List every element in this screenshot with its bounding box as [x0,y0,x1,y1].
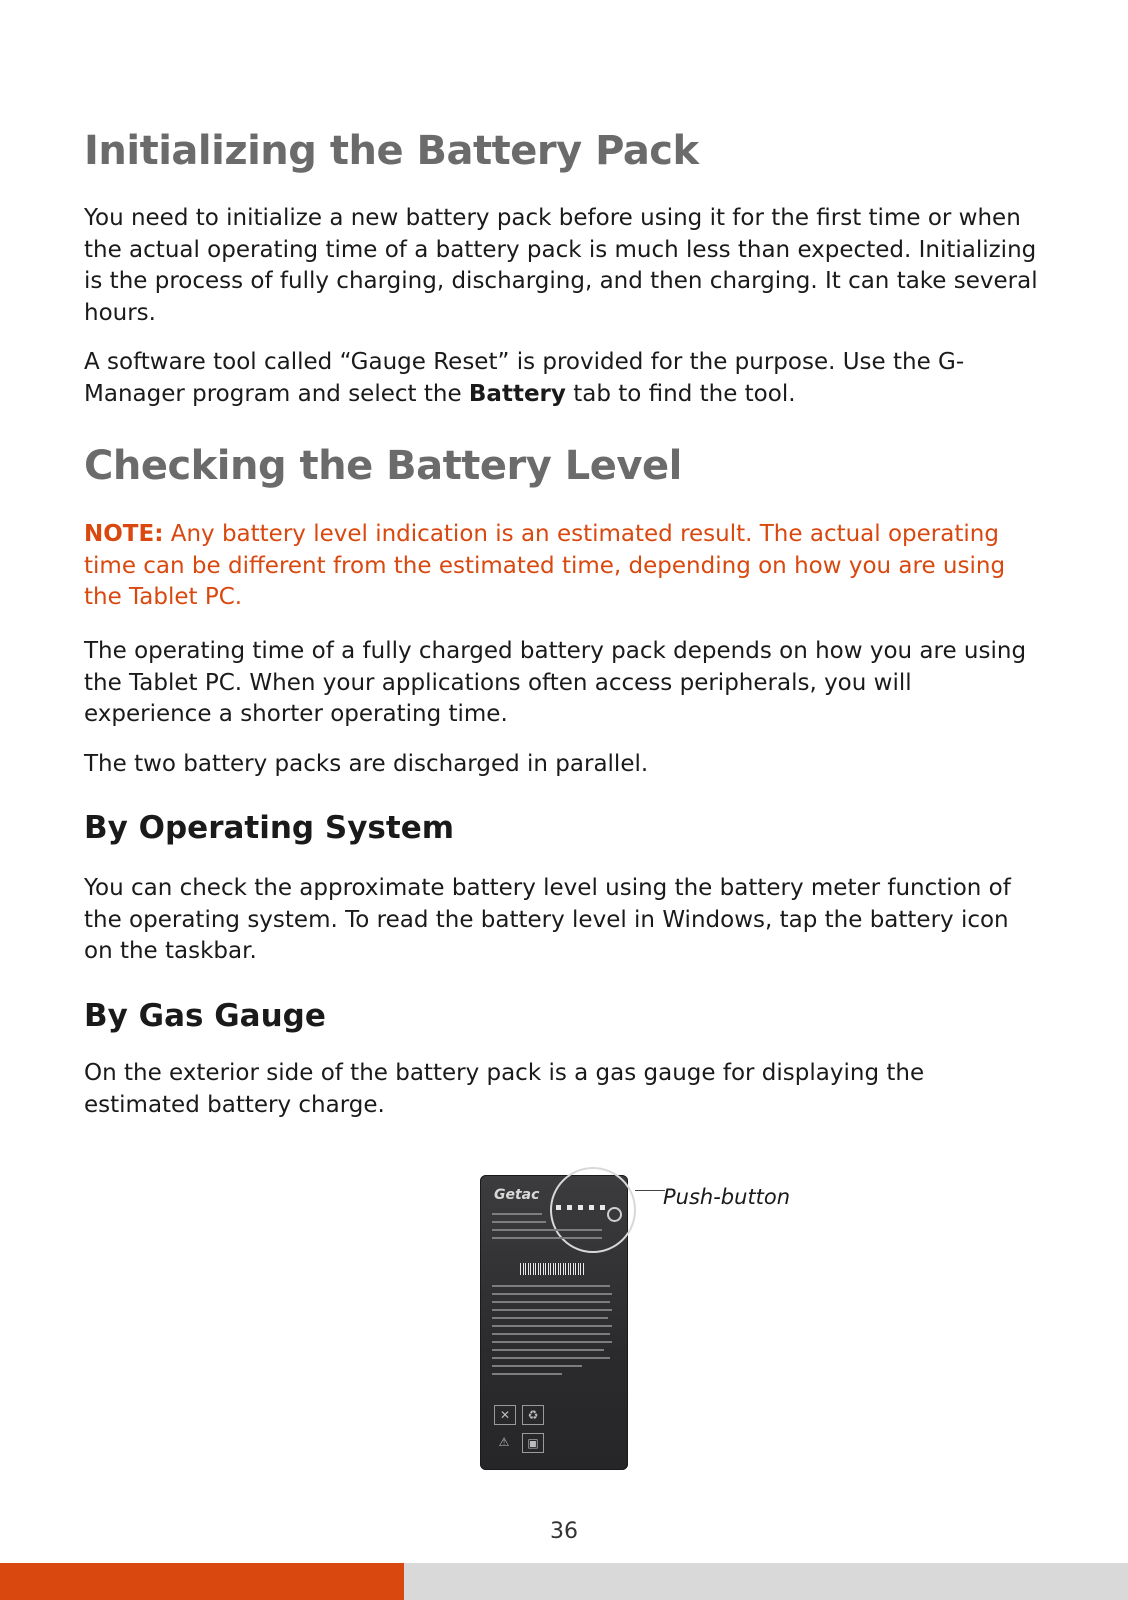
battery-label-line [492,1317,608,1319]
callout-line [635,1190,665,1191]
subsection-title-gas-gauge: By Gas Gauge [84,998,326,1034]
paragraph-parallel: The two battery packs are discharged in parallel. [84,751,649,777]
battery-label-line [492,1301,610,1303]
battery-label-line [492,1341,612,1343]
battery-label-line [492,1229,602,1231]
section-title-checking: Checking the Battery Level [84,443,682,489]
paragraph-gas-gauge: On the exterior side of the battery pack is a gas gauge for displaying the estimated battery charge. [84,1060,925,1118]
battery-label-line [492,1309,612,1311]
paragraph-os: You can check the approximate battery level using the battery meter function of the operating system. To read the battery level in Windows, tap the battery icon on the taskbar. [84,875,1011,964]
note-label: NOTE: [84,521,164,547]
section-title-initializing: Initializing the Battery Pack [84,128,699,174]
push-button-callout: Push-button [663,1185,791,1209]
battery-label-line [492,1293,612,1295]
battery-label-line [492,1285,610,1287]
battery-pack-image [480,1175,628,1470]
battery-label-line [492,1349,604,1351]
subsection-title-os: By Operating System [84,810,455,846]
paragraph-gauge-reset [84,347,1044,410]
battery-tab-label: Battery [468,380,566,407]
battery-label-line [492,1365,582,1367]
page-number: 36 [550,1519,578,1544]
paragraph-gauge-reset-text: A software tool called “Gauge Reset” is provided for the purpose. Use the G-Manager program and select the [84,349,965,407]
paragraph-gauge-reset-tail: tab to find the tool. [565,380,796,407]
battery-label-line [492,1325,612,1327]
footer-accent-bar [0,1563,404,1600]
push-button-icon [607,1207,622,1222]
footer-bar [404,1563,1128,1600]
recycle-bin-icon: ✕ [494,1405,516,1425]
paragraph-operating-time: The operating time of a fully charged battery pack depends on how you are using the Tablet PC. When your applications often access peripherals, you will experience a shorter operating time. [84,638,1027,727]
battery-brand-logo: Getac [494,1187,540,1203]
battery-label-line [492,1221,546,1223]
battery-pack-figure [480,1165,640,1470]
battery-label-line [492,1213,542,1215]
certification-icon: ▣ [522,1433,544,1453]
note-paragraph [84,519,1044,614]
battery-label-line [492,1357,610,1359]
battery-label-line [492,1373,562,1375]
barcode [520,1263,584,1275]
gauge-led-indicators [556,1195,611,1214]
note-text: Any battery level indication is an estimated result. The actual operating time can be different from the estimated time, depending on how you are using the Tablet PC. [84,521,1006,610]
recycling-icon: ♻ [522,1405,544,1425]
warning-icon: ⚠ [498,1435,510,1449]
battery-label-line [492,1237,602,1239]
paragraph-initialize: You need to initialize a new battery pack before using it for the first time or when the actual operating time of a battery pack is much less than expected. Initializing is the process of fully charging, discharging, and then charging. It can take several hours. [84,205,1038,326]
battery-label-line [492,1333,610,1335]
